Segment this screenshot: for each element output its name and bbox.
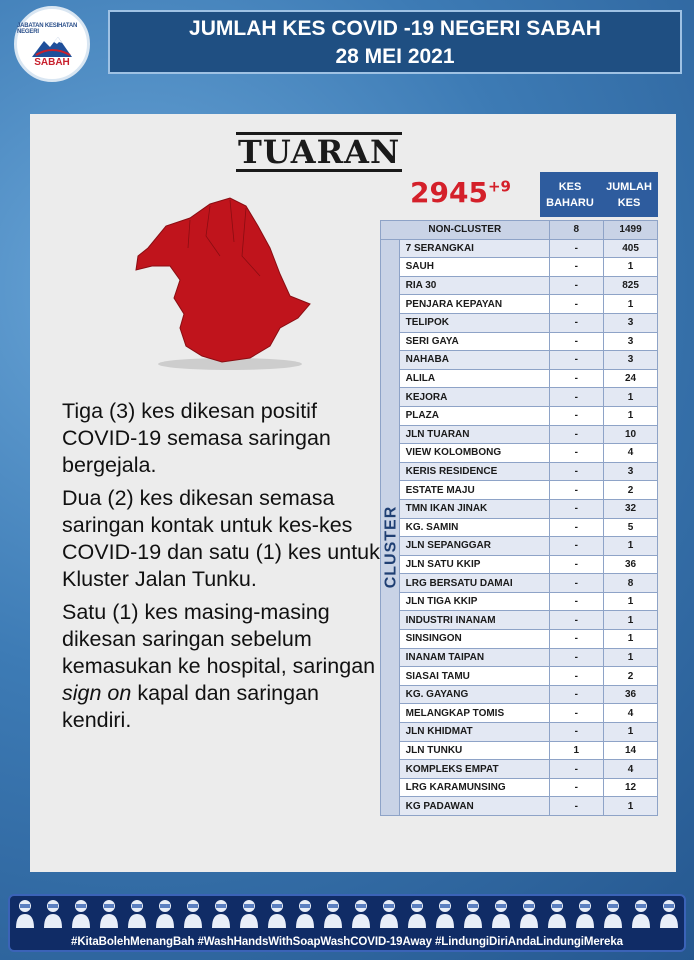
person-icon (630, 898, 652, 928)
row-total: 825 (604, 276, 658, 295)
row-new: - (549, 481, 604, 500)
row-new: 8 (549, 221, 604, 240)
table-row (381, 760, 658, 779)
row-name: NAHABA (399, 351, 549, 370)
row-new: - (549, 425, 604, 444)
table-row (381, 444, 658, 463)
row-name: SAUH (399, 258, 549, 277)
person-icon (294, 898, 316, 928)
table-row (381, 778, 658, 797)
row-total: 3 (604, 462, 658, 481)
row-total: 1 (604, 611, 658, 630)
row-name: SERI GAYA (399, 332, 549, 351)
row-new: - (549, 723, 604, 742)
header-date: 28 MEI 2021 (335, 45, 455, 68)
row-name: KG. SAMIN (399, 518, 549, 537)
row-total: 1 (604, 630, 658, 649)
logo-arc-text: JABATAN KESIHATAN NEGERI (17, 22, 78, 35)
table-row (381, 667, 658, 686)
table-row (381, 574, 658, 593)
row-new: - (549, 351, 604, 370)
case-description (62, 398, 382, 740)
row-name: VIEW KOLOMBONG (399, 444, 549, 463)
frontliner-figures (14, 898, 680, 930)
table-row (381, 332, 658, 351)
table-row (381, 648, 658, 667)
row-name: JLN SEPANGGAR (399, 537, 549, 556)
district-title: TUARAN (238, 133, 401, 171)
district-map-icon (130, 196, 320, 376)
row-new: - (549, 499, 604, 518)
person-icon (490, 898, 512, 928)
table-row (381, 425, 658, 444)
row-name: 7 SERANGKAI (399, 239, 549, 258)
table-row (381, 462, 658, 481)
table-row (381, 723, 658, 742)
table-row (381, 518, 658, 537)
row-total: 24 (604, 369, 658, 388)
total-new: +9 (487, 177, 511, 196)
person-icon (350, 898, 372, 928)
row-name: PLAZA (399, 406, 549, 425)
table-row (381, 611, 658, 630)
person-icon (42, 898, 64, 928)
row-total: 1 (604, 648, 658, 667)
person-icon (70, 898, 92, 928)
header-title: JUMLAH KES COVID -19 NEGERI SABAH (189, 17, 601, 40)
row-total: 36 (604, 685, 658, 704)
sabah-health-logo (14, 6, 90, 82)
cluster-side-label (382, 502, 400, 592)
row-total: 4 (604, 760, 658, 779)
row-name: MELANGKAP TOMIS (399, 704, 549, 723)
person-icon (14, 898, 36, 928)
row-new: - (549, 462, 604, 481)
person-icon (126, 898, 148, 928)
row-new: - (549, 685, 604, 704)
row-total: 1 (604, 295, 658, 314)
row-new: - (549, 258, 604, 277)
row-name: LRG BERSATU DAMAI (399, 574, 549, 593)
table-row (381, 499, 658, 518)
row-total: 1499 (604, 221, 658, 240)
row-name: INANAM TAIPAN (399, 648, 549, 667)
person-icon (658, 898, 680, 928)
row-new: - (549, 667, 604, 686)
row-name: NON-CLUSTER (381, 221, 550, 240)
row-new: - (549, 778, 604, 797)
description-p3-em: sign on (62, 681, 132, 705)
row-new: - (549, 239, 604, 258)
page-header (108, 10, 682, 74)
row-total: 1 (604, 723, 658, 742)
row-total: 1 (604, 592, 658, 611)
table-row (381, 351, 658, 370)
row-new: - (549, 518, 604, 537)
row-new: - (549, 592, 604, 611)
row-new: - (549, 704, 604, 723)
row-new: - (549, 388, 604, 407)
row-name: KEJORA (399, 388, 549, 407)
table-row (381, 369, 658, 388)
row-name: LRG KARAMUNSING (399, 778, 549, 797)
row-name: JLN KHIDMAT (399, 723, 549, 742)
row-total: 1 (604, 406, 658, 425)
person-icon (406, 898, 428, 928)
table-row-non-cluster (381, 221, 658, 240)
table-row (381, 685, 658, 704)
row-name: JLN TUARAN (399, 425, 549, 444)
cluster-label-text: CLUSTER (382, 505, 399, 589)
row-total: 32 (604, 499, 658, 518)
row-name: TELIPOK (399, 313, 549, 332)
row-name: KG. GAYANG (399, 685, 549, 704)
row-total: 2 (604, 481, 658, 500)
row-new: - (549, 444, 604, 463)
row-total: 12 (604, 778, 658, 797)
footer-hashtags: #KitaBolehMenangBah #WashHandsWithSoapWashCOVID-19Away #LindungiDiriAndaLindungiMereka (71, 936, 623, 948)
row-new: - (549, 332, 604, 351)
row-name: KERIS RESIDENCE (399, 462, 549, 481)
person-icon (378, 898, 400, 928)
table-row (381, 555, 658, 574)
row-total: 14 (604, 741, 658, 760)
person-icon (518, 898, 540, 928)
row-name: SIASAI TAMU (399, 667, 549, 686)
person-icon (154, 898, 176, 928)
row-name: JLN TUNKU (399, 741, 549, 760)
row-total: 36 (604, 555, 658, 574)
table-row (381, 797, 658, 816)
row-total: 3 (604, 332, 658, 351)
person-icon (546, 898, 568, 928)
row-total: 1 (604, 258, 658, 277)
row-name: TMN IKAN JINAK (399, 499, 549, 518)
row-new: - (549, 797, 604, 816)
row-total: 1 (604, 388, 658, 407)
table-row (381, 295, 658, 314)
person-icon (434, 898, 456, 928)
person-icon (182, 898, 204, 928)
row-new: 1 (549, 741, 604, 760)
row-total: 5 (604, 518, 658, 537)
row-name: ESTATE MAJU (399, 481, 549, 500)
person-icon (602, 898, 624, 928)
row-total: 2 (604, 667, 658, 686)
description-p3-b: kapal dan saringan kendiri. (62, 681, 320, 732)
table-row (381, 537, 658, 556)
row-total: 3 (604, 313, 658, 332)
table-row (381, 258, 658, 277)
row-new: - (549, 648, 604, 667)
row-new: - (549, 574, 604, 593)
row-name: RIA 30 (399, 276, 549, 295)
table-row (381, 313, 658, 332)
person-icon (574, 898, 596, 928)
row-name: INDUSTRI INANAM (399, 611, 549, 630)
row-total: 8 (604, 574, 658, 593)
table-row (381, 630, 658, 649)
row-name: KOMPLEKS EMPAT (399, 760, 549, 779)
row-total: 405 (604, 239, 658, 258)
row-name: JLN SATU KKIP (399, 555, 549, 574)
row-new: - (549, 555, 604, 574)
person-icon (462, 898, 484, 928)
description-p3-a: Satu (1) kes masing-masing dikesan saringan sebelum kemasukan ke hospital, saringan (62, 600, 376, 678)
table-row (381, 741, 658, 760)
person-icon (322, 898, 344, 928)
row-new: - (549, 630, 604, 649)
person-icon (238, 898, 260, 928)
table-row (381, 406, 658, 425)
row-name: PENJARA KEPAYAN (399, 295, 549, 314)
row-name: JLN TIGA KKIP (399, 592, 549, 611)
person-icon (210, 898, 232, 928)
table-row (381, 388, 658, 407)
row-new: - (549, 276, 604, 295)
row-total: 10 (604, 425, 658, 444)
table-row (381, 276, 658, 295)
table-row (381, 704, 658, 723)
row-new: - (549, 313, 604, 332)
row-name: ALILA (399, 369, 549, 388)
total-value: 2945 (410, 176, 488, 209)
person-icon (98, 898, 120, 928)
row-name: SINSINGON (399, 630, 549, 649)
table-row (381, 239, 658, 258)
mountain-icon (30, 35, 74, 59)
row-total: 1 (604, 537, 658, 556)
logo-name: SABAH (34, 56, 70, 68)
row-new: - (549, 537, 604, 556)
description-p3 (62, 599, 382, 734)
row-total: 1 (604, 797, 658, 816)
person-icon (266, 898, 288, 928)
row-new: - (549, 369, 604, 388)
row-new: - (549, 760, 604, 779)
row-new: - (549, 611, 604, 630)
row-total: 3 (604, 351, 658, 370)
column-header-total: JUMLAH KES (600, 172, 658, 217)
description-p2: Dua (2) kes dikesan semasa saringan kontak untuk kes-kes COVID-19 dan satu (1) kes untuk Kluster Jalan Tunku. (62, 486, 380, 591)
row-new: - (549, 406, 604, 425)
column-header-new: KES BAHARU (540, 172, 600, 217)
description-p1: Tiga (3) kes dikesan positif COVID-19 semasa saringan bergejala. (62, 399, 331, 477)
table-row (381, 592, 658, 611)
cluster-table (380, 220, 658, 816)
table-row (381, 481, 658, 500)
row-new: - (549, 295, 604, 314)
row-name: KG PADAWAN (399, 797, 549, 816)
total-cases (410, 176, 511, 209)
row-total: 4 (604, 444, 658, 463)
row-total: 4 (604, 704, 658, 723)
